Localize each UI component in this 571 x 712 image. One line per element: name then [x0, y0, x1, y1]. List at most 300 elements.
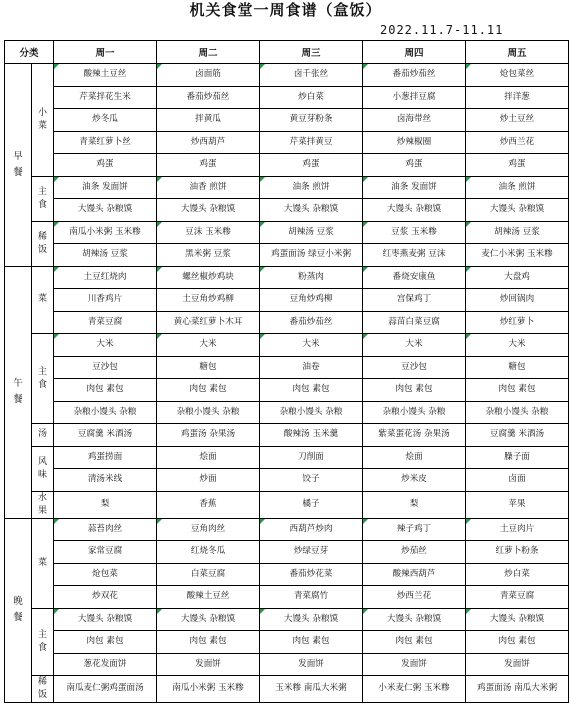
- menu-item: 肉包 素包: [189, 384, 227, 394]
- menu-item: 炒茄丝: [401, 546, 427, 556]
- page-title: 机关食堂一周食谱（盒饭）: [189, 1, 382, 19]
- menu-cell: [466, 446, 569, 469]
- menu-item: 拌黄瓜: [195, 114, 221, 124]
- menu-item: 酸辣汤 玉米羹: [283, 429, 339, 439]
- menu-cell: [54, 266, 157, 289]
- lunch-row: [5, 311, 569, 334]
- menu-cell: [157, 424, 260, 447]
- menu-item: 饺子: [302, 474, 320, 484]
- menu-cell: [157, 446, 260, 469]
- menu-item: 炒辣椒圈: [396, 136, 432, 147]
- menu-item: 蒜苗白菜豆腐: [388, 316, 440, 327]
- menu-item: 烩面: [405, 451, 423, 462]
- menu-item: 肉包 素包: [292, 636, 330, 646]
- menu-cell: [54, 541, 157, 564]
- menu-cell: [157, 289, 260, 312]
- breakfast-row: [5, 221, 569, 244]
- menu-item: 油条 煎饼: [498, 181, 536, 192]
- menu-item: 发面饼: [195, 658, 221, 669]
- menu-item: 土豆红烧肉: [83, 271, 127, 282]
- menu-item: 杂粮小馒头 杂粮: [176, 406, 240, 417]
- menu-cell: [260, 266, 363, 289]
- group-label-char: 主: [38, 186, 48, 197]
- menu-cell: [260, 631, 363, 654]
- menu-cell: [54, 676, 157, 703]
- menu-item: 胡辣汤 豆浆: [82, 249, 128, 259]
- group-label-char: 菜: [38, 557, 48, 568]
- breakfast-row: [5, 154, 569, 177]
- dinner-label-char: 晚: [13, 596, 23, 608]
- menu-item: 番茄炒茄丝: [392, 69, 436, 79]
- menu-item: 香蕉: [199, 498, 217, 509]
- menu-item: 大米: [302, 339, 320, 349]
- menu-item: 糖包: [199, 361, 217, 372]
- menu-item: 梨: [409, 498, 419, 509]
- menu-cell: [157, 154, 260, 177]
- menu-item: 大馒头 杂粮馍: [180, 204, 236, 214]
- group-label-char: 饭: [38, 690, 48, 700]
- menu-item: 玉米糁 南瓜大米粥: [275, 683, 347, 694]
- menu-cell: [466, 64, 569, 87]
- menu-item: 大馒头 杂粮馍: [489, 613, 545, 624]
- lunch-row: [5, 424, 569, 447]
- menu-cell: [363, 154, 466, 177]
- breakfast-label-char: 餐: [13, 166, 23, 178]
- menu-item: 大米: [405, 339, 423, 349]
- menu-cell: [363, 379, 466, 402]
- menu-item: 发面饼: [504, 658, 530, 669]
- menu-item: 大盘鸡: [504, 271, 530, 282]
- menu-item: 橘子: [302, 498, 320, 509]
- menu-item: 小米麦仁粥 玉米糁: [378, 683, 450, 694]
- menu-item: 大馒头 杂粮馍: [283, 204, 339, 214]
- menu-item: 杂粮小馒头 杂粮: [279, 406, 343, 417]
- menu-cell: [157, 131, 260, 154]
- dinner-group-label: [32, 518, 54, 608]
- dinner-row: [5, 653, 569, 676]
- menu-item: 豆浆 玉米糁: [391, 226, 437, 237]
- menu-cell: [54, 518, 157, 541]
- menu-cell: [260, 424, 363, 447]
- menu-cell: [260, 491, 363, 518]
- menu-item: 油香 煎饼: [189, 181, 227, 192]
- menu-cell: [466, 379, 569, 402]
- group-label-char: 水: [38, 492, 48, 503]
- group-label-char: 饭: [38, 244, 48, 255]
- lunch-row: [5, 266, 569, 289]
- menu-item: 土豆肉片: [499, 523, 535, 534]
- menu-cell: [260, 518, 363, 541]
- menu-item: 肉包 素包: [498, 636, 536, 646]
- menu-cell: [466, 586, 569, 609]
- menu-cell: [157, 311, 260, 334]
- menu-cell: [363, 221, 466, 244]
- menu-cell: [157, 64, 260, 87]
- menu-cell: [54, 356, 157, 379]
- menu-item: 豆腐羹 米酒汤: [489, 429, 545, 439]
- menu-item: 清汤米线: [87, 474, 123, 484]
- menu-cell: [363, 491, 466, 518]
- menu-cell: [466, 109, 569, 132]
- lunch-row: [5, 334, 569, 357]
- lunch-row: [5, 446, 569, 469]
- menu-cell: [260, 446, 363, 469]
- menu-item: 卤千张丝: [293, 69, 329, 79]
- menu-item: 豆角肉丝: [190, 523, 226, 534]
- menu-cell: [157, 334, 260, 357]
- menu-cell: [260, 541, 363, 564]
- menu-item: 肉包 素包: [86, 384, 124, 394]
- menu-item: 葱花发面饼: [83, 658, 127, 669]
- menu-cell: [260, 653, 363, 676]
- group-label-char: 食: [38, 642, 48, 653]
- menu-cell: [466, 311, 569, 334]
- menu-cell: [157, 86, 260, 109]
- menu-item: 番茄炒茄丝: [186, 91, 230, 102]
- menu-cell: [363, 289, 466, 312]
- menu-cell: [54, 424, 157, 447]
- menu-cell: [157, 653, 260, 676]
- menu-cell: [157, 379, 260, 402]
- menu-cell: [466, 86, 569, 109]
- lunch-group-label: [32, 266, 54, 334]
- menu-item: 红烧冬瓜: [190, 546, 226, 556]
- menu-item: 大馒头 杂粮馍: [386, 204, 442, 214]
- menu-cell: [260, 379, 363, 402]
- menu-item: 大馒头 杂粮馍: [489, 204, 545, 214]
- menu-cell: [363, 199, 466, 222]
- menu-cell: [157, 586, 260, 609]
- menu-item: 炒白菜: [504, 568, 530, 579]
- menu-item: 炒西兰花: [499, 136, 535, 147]
- breakfast-row: [5, 176, 569, 199]
- menu-cell: [466, 631, 569, 654]
- menu-item: 豆沫 玉米糁: [185, 226, 231, 237]
- menu-cell: [157, 563, 260, 586]
- menu-cell: [466, 401, 569, 424]
- dinner-row: [5, 631, 569, 654]
- breakfast-row: [5, 86, 569, 109]
- lunch-row: [5, 379, 569, 402]
- menu-cell: [363, 424, 466, 447]
- menu-cell: [466, 154, 569, 177]
- menu-cell: [466, 491, 569, 518]
- menu-item: 豆角炒鸡柳: [289, 294, 333, 304]
- group-label-char: 食: [38, 199, 48, 210]
- menu-cell: [466, 289, 569, 312]
- menu-cell: [260, 109, 363, 132]
- menu-cell: [260, 586, 363, 609]
- menu-cell: [260, 676, 363, 703]
- header-day-thu: 周四: [363, 41, 466, 64]
- menu-item: 鸡蛋汤 杂果汤: [180, 429, 236, 439]
- menu-item: 发面饼: [298, 658, 324, 669]
- menu-cell: [54, 401, 157, 424]
- menu-item: 番茄炒花菜: [289, 568, 333, 579]
- menu-item: 酸辣土豆丝: [186, 591, 230, 601]
- menu-item: 大馒头 杂粮馍: [283, 613, 339, 624]
- menu-item: 肉包 素包: [498, 384, 536, 394]
- lunch-group-label: [32, 446, 54, 491]
- menu-cell: [363, 176, 466, 199]
- menu-item: 红枣燕麦粥 豆沫: [382, 249, 446, 259]
- menu-item: 大馒头 杂粮馍: [77, 613, 133, 624]
- header-day-tue: 周二: [157, 41, 260, 64]
- group-label-char: 汤: [38, 429, 48, 440]
- menu-cell: [54, 446, 157, 469]
- menu-item: 黑米粥 豆浆: [185, 249, 231, 259]
- menu-item: 大米: [96, 339, 114, 349]
- menu-item: 肉包 素包: [189, 636, 227, 646]
- menu-cell: [54, 334, 157, 357]
- menu-item: 番茄炒茄丝: [289, 316, 333, 327]
- menu-cell: [466, 176, 569, 199]
- menu-item: 黄心菜红萝卜木耳: [173, 316, 243, 327]
- menu-cell: [466, 469, 569, 492]
- menu-item: 油条 发面饼: [82, 181, 128, 192]
- menu-item: 胡辣汤 豆浆: [288, 226, 334, 237]
- menu-cell: [363, 446, 466, 469]
- group-label-char: 稀: [38, 231, 48, 242]
- date-range: 2022.11.7-11.11: [380, 23, 504, 37]
- menu-item: 杂粮小馒头 杂粮: [73, 406, 137, 417]
- menu-item: 炝包菜丝: [499, 69, 535, 79]
- menu-item: 肉包 素包: [395, 636, 433, 646]
- menu-cell: [54, 109, 157, 132]
- menu-item: 鸡蛋捞面: [87, 451, 123, 462]
- menu-cell: [54, 244, 157, 267]
- group-label-char: 稀: [38, 677, 48, 687]
- menu-item: 炒米皮: [401, 474, 427, 484]
- menu-cell: [466, 676, 569, 703]
- menu-cell: [157, 266, 260, 289]
- menu-cell: [260, 199, 363, 222]
- breakfast-label: [5, 64, 32, 267]
- breakfast-group-label: [32, 221, 54, 266]
- menu-cell: [466, 334, 569, 357]
- breakfast-row: [5, 131, 569, 154]
- menu-item: 鸡蛋: [199, 159, 217, 169]
- menu-cell: [260, 154, 363, 177]
- menu-item: 炝包菜: [92, 568, 118, 579]
- menu-cell: [363, 676, 466, 703]
- menu-item: 炒冬瓜: [92, 114, 118, 124]
- lunch-row: [5, 289, 569, 312]
- dinner-label-char: 餐: [13, 612, 23, 624]
- menu-cell: [466, 563, 569, 586]
- menu-item: 炒面: [199, 474, 217, 484]
- menu-cell: [157, 676, 260, 703]
- lunch-row: [5, 469, 569, 492]
- menu-cell: [54, 586, 157, 609]
- menu-item: 苹果: [508, 498, 526, 509]
- menu-item: 卤海带丝: [396, 114, 432, 124]
- menu-item: 大馒头 杂粮馍: [386, 613, 442, 624]
- menu-cell: [157, 356, 260, 379]
- menu-item: 青菜豆腐: [87, 316, 123, 327]
- menu-item: 油卷: [302, 361, 320, 372]
- dinner-row: [5, 563, 569, 586]
- menu-item: 白菜豆腐: [190, 568, 226, 579]
- menu-cell: [54, 199, 157, 222]
- group-label-char: 小: [38, 107, 48, 118]
- menu-item: 油条 发面饼: [391, 181, 437, 192]
- menu-item: 小葱拌豆腐: [392, 91, 436, 102]
- menu-item: 酸辣西葫芦: [392, 568, 436, 579]
- menu-cell: [363, 311, 466, 334]
- menu-item: 杂粮小馒头 杂粮: [485, 406, 549, 417]
- menu-cell: [54, 64, 157, 87]
- group-label-char: 主: [38, 629, 48, 640]
- menu-cell: [260, 563, 363, 586]
- dinner-row: [5, 676, 569, 703]
- menu-item: 杂粮小馒头 杂粮: [382, 406, 446, 417]
- menu-item: 红萝卜粉条: [495, 546, 539, 556]
- menu-item: 油条 煎饼: [292, 181, 330, 192]
- menu-cell: [363, 563, 466, 586]
- menu-cell: [54, 469, 157, 492]
- menu-item: 拌洋葱: [504, 91, 530, 102]
- menu-cell: [157, 221, 260, 244]
- group-label-char: 菜: [38, 120, 48, 131]
- breakfast-row: [5, 244, 569, 267]
- menu-item: 胡辣汤 豆浆: [494, 226, 540, 237]
- menu-cell: [466, 518, 569, 541]
- menu-item: 番烧安康鱼: [392, 271, 436, 282]
- group-label-char: 味: [38, 469, 48, 480]
- menu-cell: [363, 109, 466, 132]
- menu-cell: [54, 631, 157, 654]
- menu-cell: [54, 379, 157, 402]
- lunch-group-label: [32, 334, 54, 424]
- menu-cell: [363, 64, 466, 87]
- menu-cell: [157, 491, 260, 518]
- group-label-char: 菜: [38, 294, 48, 305]
- menu-cell: [466, 653, 569, 676]
- menu-cell: [363, 541, 466, 564]
- menu-cell: [363, 586, 466, 609]
- menu-cell: [54, 221, 157, 244]
- menu-cell: [54, 653, 157, 676]
- menu-cell: [363, 86, 466, 109]
- breakfast-group-label: [32, 64, 54, 177]
- menu-cell: [157, 518, 260, 541]
- menu-cell: [157, 541, 260, 564]
- header-day-mon: 周一: [54, 41, 157, 64]
- menu-cell: [260, 176, 363, 199]
- menu-item: 梨: [100, 498, 110, 509]
- menu-cell: [260, 401, 363, 424]
- lunch-row: [5, 491, 569, 518]
- menu-item: 土豆角炒鸡柳: [182, 294, 234, 304]
- menu-item: 芹菜拌黄豆: [289, 136, 333, 147]
- menu-item: 蒜苔肉丝: [87, 523, 123, 534]
- menu-item: 螺丝椒炒鸡块: [182, 271, 234, 282]
- menu-cell: [54, 86, 157, 109]
- menu-cell: [260, 64, 363, 87]
- menu-item: 川香鸡片: [87, 294, 123, 304]
- menu-cell: [466, 608, 569, 631]
- menu-item: 青菜腐竹: [293, 591, 329, 601]
- breakfast-label-char: 早: [13, 150, 23, 162]
- menu-item: 大米: [199, 339, 217, 349]
- menu-item: 宫保鸡丁: [396, 294, 432, 304]
- breakfast-row: [5, 109, 569, 132]
- menu-cell: [363, 266, 466, 289]
- menu-item: 家常豆腐: [87, 546, 123, 556]
- menu-item: 炒双花: [92, 591, 118, 601]
- menu-item: 糖包: [508, 361, 526, 372]
- menu-item: 炒红萝卜: [499, 316, 535, 327]
- menu-item: 炒土豆丝: [499, 114, 535, 124]
- menu-item: 鸡蛋面汤 绿豆小米粥: [270, 249, 352, 259]
- header-category: 分类: [5, 41, 54, 64]
- menu-item: 麦仁小米粥 玉米糁: [481, 249, 553, 259]
- menu-item: 黄豆芽粉条: [289, 114, 333, 124]
- menu-item: 臊子面: [504, 451, 530, 462]
- menu-cell: [157, 631, 260, 654]
- menu-item: 西葫芦炒肉: [289, 523, 333, 534]
- menu-item: 炒西兰花: [396, 591, 432, 601]
- lunch-row: [5, 401, 569, 424]
- menu-cell: [363, 131, 466, 154]
- menu-cell: [260, 334, 363, 357]
- dinner-row: [5, 608, 569, 631]
- menu-item: 南瓜小米粥 玉米糁: [172, 683, 244, 694]
- menu-cell: [54, 289, 157, 312]
- group-label-char: 主: [38, 366, 48, 377]
- dinner-row: [5, 586, 569, 609]
- menu-cell: [363, 401, 466, 424]
- dinner-group-label: [32, 676, 54, 703]
- lunch-group-label: [32, 491, 54, 518]
- menu-cell: [260, 221, 363, 244]
- menu-cell: [466, 356, 569, 379]
- menu-cell: [363, 469, 466, 492]
- menu-cell: [54, 563, 157, 586]
- menu-cell: [260, 244, 363, 267]
- menu-cell: [54, 154, 157, 177]
- lunch-row: [5, 356, 569, 379]
- group-label-char: 果: [38, 505, 48, 516]
- menu-table: [4, 40, 569, 703]
- menu-item: 粉蒸肉: [298, 271, 324, 282]
- menu-cell: [157, 469, 260, 492]
- menu-item: 豆沙包: [401, 361, 427, 372]
- menu-cell: [260, 86, 363, 109]
- menu-cell: [466, 424, 569, 447]
- menu-cell: [54, 491, 157, 518]
- menu-cell: [260, 289, 363, 312]
- group-label-char: 风: [38, 456, 48, 467]
- breakfast-row: [5, 199, 569, 222]
- menu-item: 南瓜麦仁粥鸡蛋面汤: [66, 683, 144, 694]
- menu-item: 炒白菜: [298, 91, 324, 102]
- menu-item: 鸡蛋: [508, 159, 526, 169]
- lunch-label-char: 餐: [13, 394, 23, 405]
- menu-item: 卤面: [508, 474, 526, 484]
- menu-cell: [466, 266, 569, 289]
- menu-cell: [363, 518, 466, 541]
- menu-cell: [157, 608, 260, 631]
- lunch-label: [5, 266, 32, 518]
- menu-cell: [260, 311, 363, 334]
- menu-cell: [260, 356, 363, 379]
- menu-cell: [466, 541, 569, 564]
- menu-item: 南瓜小米粥 玉米糁: [69, 226, 141, 237]
- menu-item: 肉包 素包: [86, 636, 124, 646]
- menu-item: 鸡蛋面汤 南瓜大米粥: [476, 683, 558, 694]
